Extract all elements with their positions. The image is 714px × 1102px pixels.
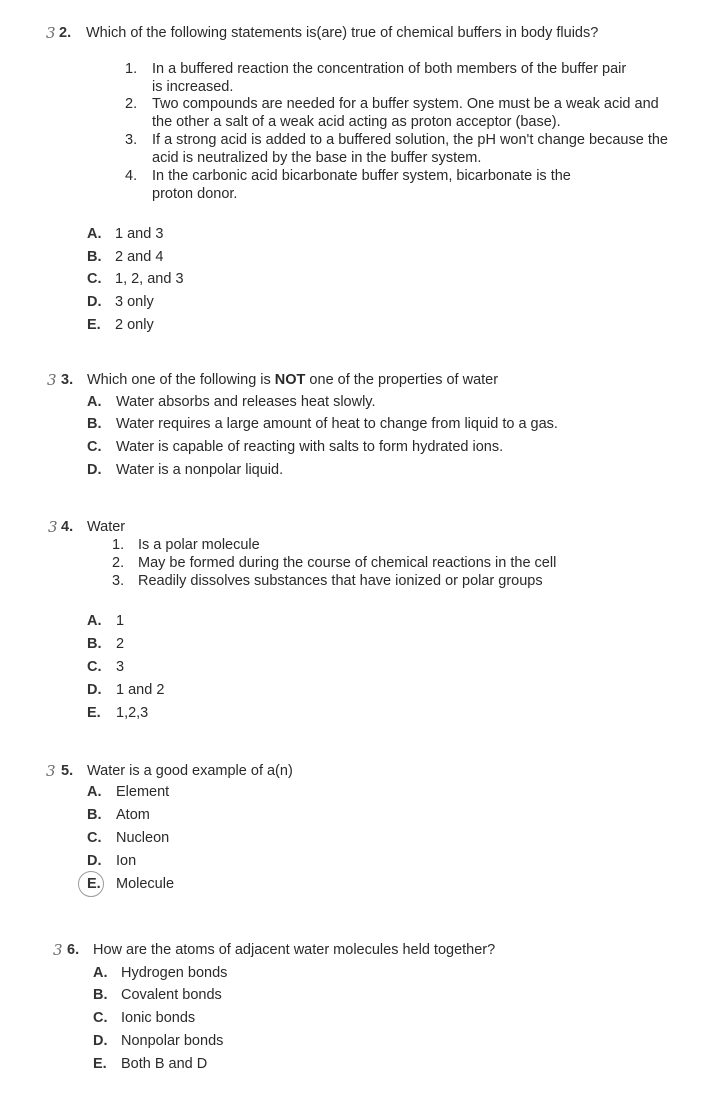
prompt-emphasis: NOT — [274, 372, 306, 388]
statement-text: is increased. — [152, 79, 234, 95]
handwritten-mark: 3 — [46, 762, 56, 780]
option-text: Ionic bonds — [121, 1010, 196, 1026]
statement-number: 2. — [125, 96, 138, 112]
statement-text: proton donor. — [152, 186, 238, 202]
option-text: 1, 2, and 3 — [115, 271, 184, 287]
statement-text: the other a salt of a weak acid acting as proton acceptor (base). — [152, 114, 561, 130]
handwritten-mark: 3 — [48, 518, 58, 536]
option-text: 1 — [116, 613, 125, 629]
option-letter: C. — [87, 659, 102, 675]
statement-text: acid is neutralized by the base in the buffer system. — [152, 150, 482, 166]
question-number: 4. — [61, 519, 74, 535]
option-text: Ion — [116, 853, 137, 869]
option-text: 1 and 2 — [116, 682, 165, 698]
question-prompt — [87, 371, 498, 389]
statement-text: May be formed during the course of chemical reactions in the cell — [138, 555, 557, 571]
statement-text: Two compounds are needed for a buffer system. One must be a weak acid and — [152, 96, 659, 112]
option-text: Molecule — [116, 876, 175, 892]
statement-number: 1. — [112, 537, 125, 553]
option-letter: C. — [93, 1010, 108, 1026]
option-text: Nonpolar bonds — [121, 1033, 224, 1049]
option-letter: D. — [87, 853, 102, 869]
option-letter: C. — [87, 439, 102, 455]
handwritten-mark: 3 — [47, 371, 57, 389]
question-number: 5. — [61, 763, 74, 779]
statement-text: In a buffered reaction the concentration of both members of the buffer pair — [152, 61, 627, 77]
statement-number: 3. — [112, 573, 125, 589]
statement-number: 4. — [125, 168, 138, 184]
option-letter: A. — [87, 226, 102, 242]
question-number: 2. — [59, 25, 72, 41]
statement-number: 2. — [112, 555, 125, 571]
option-text: 3 — [116, 659, 125, 675]
statement-number: 1. — [125, 61, 138, 77]
option-text: Water absorbs and releases heat slowly. — [116, 394, 376, 410]
question-prompt: Which of the following statements is(are) true of chemical buffers in body fluids? — [86, 25, 599, 41]
question-prompt: How are the atoms of adjacent water molecules held together? — [93, 942, 496, 958]
option-text: 2 — [116, 636, 125, 652]
option-text: 1,2,3 — [116, 705, 149, 721]
option-text: Water is capable of reacting with salts to form hydrated ions. — [116, 439, 504, 455]
option-letter: B. — [93, 987, 108, 1003]
option-text: Nucleon — [116, 830, 170, 846]
option-text: Hydrogen bonds — [121, 965, 228, 981]
question-prompt: Water — [87, 519, 126, 535]
option-text: 2 only — [115, 317, 154, 333]
option-letter: D. — [87, 294, 102, 310]
option-text: Water requires a large amount of heat to change from liquid to a gas. — [116, 416, 558, 432]
question-number: 3. — [61, 372, 74, 388]
option-text: Covalent bonds — [121, 987, 222, 1003]
option-letter: E. — [93, 1056, 107, 1072]
statement-text: If a strong acid is added to a buffered solution, the pH won't change because the — [152, 132, 668, 148]
option-letter: E. — [87, 317, 101, 333]
option-letter: D. — [93, 1033, 108, 1049]
statement-text: Is a polar molecule — [138, 537, 260, 553]
option-letter: D. — [87, 462, 102, 478]
prompt-part: Which one of the following is — [87, 372, 275, 388]
option-text: Element — [116, 784, 170, 800]
statement-text: In the carbonic acid bicarbonate buffer system, bicarbonate is the — [152, 168, 571, 184]
option-letter: A. — [87, 394, 102, 410]
option-letter: E. — [87, 705, 101, 721]
option-letter: B. — [87, 249, 102, 265]
statement-number: 3. — [125, 132, 138, 148]
statement-text: Readily dissolves substances that have ionized or polar groups — [138, 573, 543, 589]
handwritten-mark: 3 — [53, 941, 63, 959]
option-text: Water is a nonpolar liquid. — [116, 462, 284, 478]
option-letter: D. — [87, 682, 102, 698]
option-letter: E. — [87, 876, 101, 892]
question-prompt: Water is a good example of a(n) — [87, 763, 293, 779]
option-letter: A. — [87, 613, 102, 629]
option-text: 1 and 3 — [115, 226, 164, 242]
option-text: Atom — [116, 807, 150, 823]
option-letter: C. — [87, 271, 102, 287]
prompt-part: one of the properties of water — [305, 372, 499, 388]
option-letter: A. — [87, 784, 102, 800]
option-letter: B. — [87, 807, 102, 823]
option-letter: C. — [87, 830, 102, 846]
option-letter: A. — [93, 965, 108, 981]
option-letter: B. — [87, 636, 102, 652]
option-text: 2 and 4 — [115, 249, 164, 265]
option-text: Both B and D — [121, 1056, 208, 1072]
question-number: 6. — [67, 942, 80, 958]
option-letter: B. — [87, 416, 102, 432]
handwritten-mark: 3 — [46, 24, 56, 42]
option-text: 3 only — [115, 294, 154, 310]
